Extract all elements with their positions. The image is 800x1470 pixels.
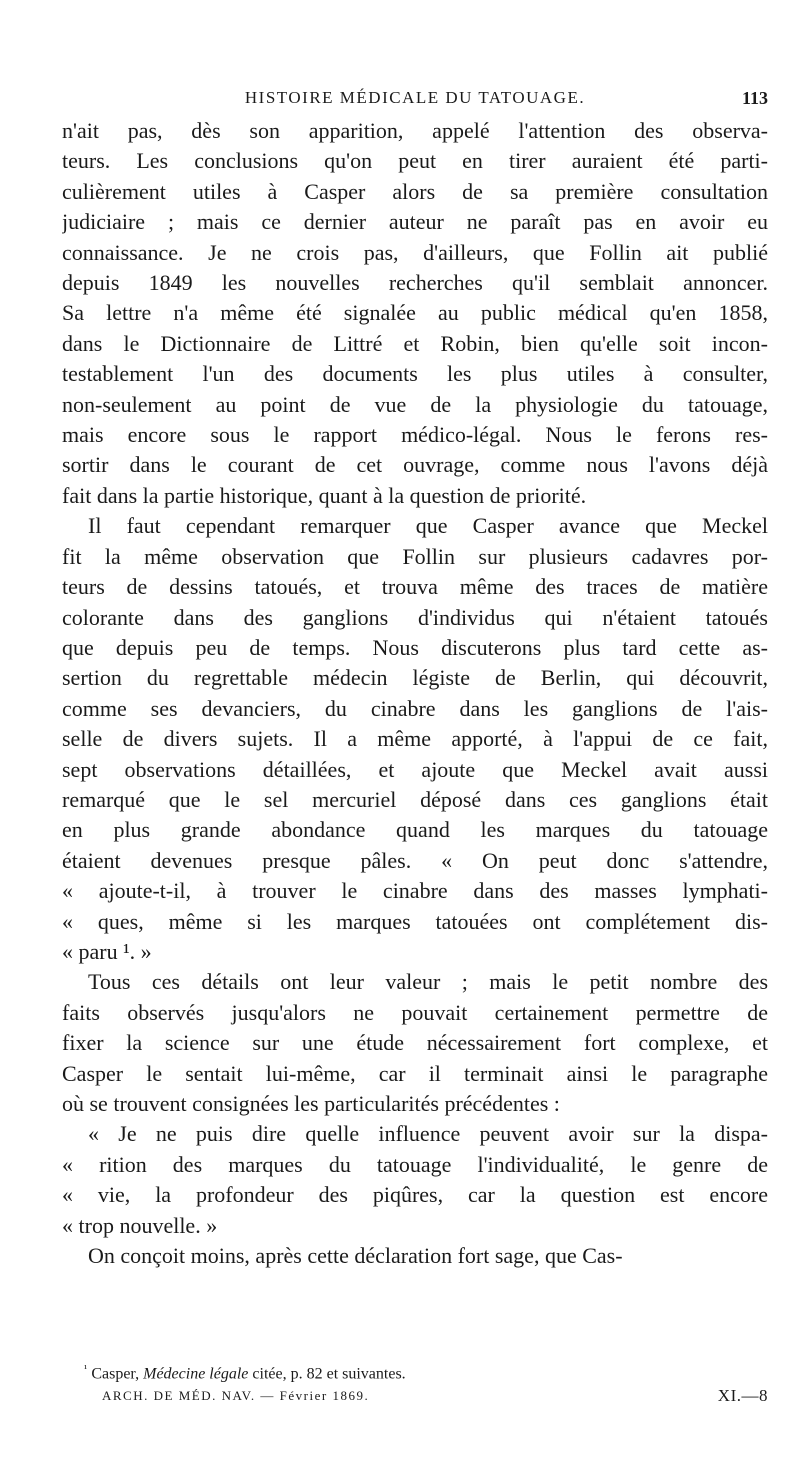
text-line: Il faut cependant remarquer que Casper avance que Meckel <box>88 513 768 539</box>
text-line: Sa lettre n'a même été signalée au public médical qu'en 1858, <box>62 300 768 326</box>
text-line: judiciaire ; mais ce dernier auteur ne paraît pas en avoir eu <box>62 209 768 235</box>
text-line: comme ses devanciers, du cinabre dans les ganglions de l'ais- <box>62 695 768 721</box>
text-line: teurs. Les conclusions qu'on peut en tirer auraient été parti- <box>62 148 768 174</box>
text-line: fixer la science sur une étude nécessairement fort complexe, et <box>62 1030 768 1056</box>
text-line: remarqué que le sel mercuriel déposé dans ces ganglions était <box>62 786 768 812</box>
text-line: « paru ¹. » <box>62 938 152 964</box>
text-line: étaient devenues presque pâles. « On peut donc s'attendre, <box>62 847 768 873</box>
running-header <box>62 88 768 114</box>
text-line: colorante dans des ganglions d'individus qui n'étaient tatoués <box>62 604 768 630</box>
text-line: On conçoit moins, après cette déclaration fort sage, que Cas- <box>88 1243 623 1269</box>
text-line: « ques, même si les marques tatouées ont complétement dis- <box>62 908 768 934</box>
text-line: que depuis peu de temps. Nous discuterons plus tard cette as- <box>62 634 768 660</box>
signature-mark: XI.—8 <box>717 1386 768 1406</box>
footnote-1 <box>62 1358 768 1385</box>
text-line: depuis 1849 les nouvelles recherches qu'il semblait annoncer. <box>62 270 768 296</box>
text-line: n'ait pas, dès son apparition, appelé l'attention des observa- <box>62 118 768 143</box>
footnote-marker: ¹ <box>84 1363 88 1375</box>
text-line: en plus grande abondance quand les marques du tatouage <box>62 817 768 843</box>
text-line: fit la même observation que Follin sur plusieurs cadavres por- <box>62 543 768 569</box>
text-line: culièrement utiles à Casper alors de sa première consultation <box>62 178 768 204</box>
text-line: mais encore sous le rapport médico-légal. Nous le ferons res- <box>62 422 768 448</box>
text-line: Casper le sentait lui-même, car il terminait ainsi le paragraphe <box>62 1060 768 1086</box>
text-line: sertion du regrettable médecin légiste de Berlin, qui découvrit, <box>62 665 768 691</box>
text-line: non-seulement au point de vue de la physiologie du tatouage, <box>62 391 768 417</box>
text-line: « Je ne puis dire quelle influence peuvent avoir sur la dispa- <box>88 1121 768 1147</box>
journal-source-line <box>62 1385 768 1407</box>
text-line: fait dans la partie historique, quant à la question de priorité. <box>62 482 587 508</box>
text-line: « ajoute-t-il, à trouver le cinabre dans des masses lymphati- <box>62 878 768 904</box>
text-line: selle de divers sujets. Il a même apporté, à l'appui de ce fait, <box>62 726 768 752</box>
text-line: Tous ces détails ont leur valeur ; mais le petit nombre des <box>88 969 768 995</box>
page-number: 113 <box>741 88 768 108</box>
text-line: où se trouvent consignées les particularités précédentes : <box>62 1091 560 1116</box>
text-line: « vie, la profondeur des piqûres, car la question est encore <box>62 1182 768 1208</box>
text-line: teurs de dessins tatoués, et trouva même des traces de matière <box>62 574 768 600</box>
text-line: connaissance. Je ne crois pas, d'ailleurs, que Follin ait publié <box>62 239 768 265</box>
text-line: sortir dans le courant de cet ouvrage, comme nous l'avons déjà <box>62 452 768 478</box>
footnote-author: Casper, <box>91 1365 144 1383</box>
text-line: dans le Dictionnaire de Littré et Robin, bien qu'elle soit incon- <box>62 330 768 356</box>
body-text <box>62 116 768 1271</box>
running-title: HISTOIRE MÉDICALE DU TATOUAGE. <box>244 88 586 107</box>
footnote-rest: citée, p. 82 et suivantes. <box>248 1365 406 1383</box>
text-line: « rition des marques du tatouage l'individualité, le genre de <box>62 1151 768 1177</box>
footnotes <box>62 1358 768 1407</box>
text-line: sept observations détaillées, et ajoute que Meckel avait aussi <box>62 756 768 782</box>
text-line: testablement l'un des documents les plus utiles à consulter, <box>62 361 768 387</box>
journal-reference: ARCH. DE MÉD. NAV. — Février 1869. <box>102 1388 370 1404</box>
footnote-work: Médecine légale <box>143 1365 249 1383</box>
text-line: « trop nouvelle. » <box>62 1212 218 1238</box>
text-line: faits observés jusqu'alors ne pouvait certainement permettre de <box>62 999 768 1025</box>
